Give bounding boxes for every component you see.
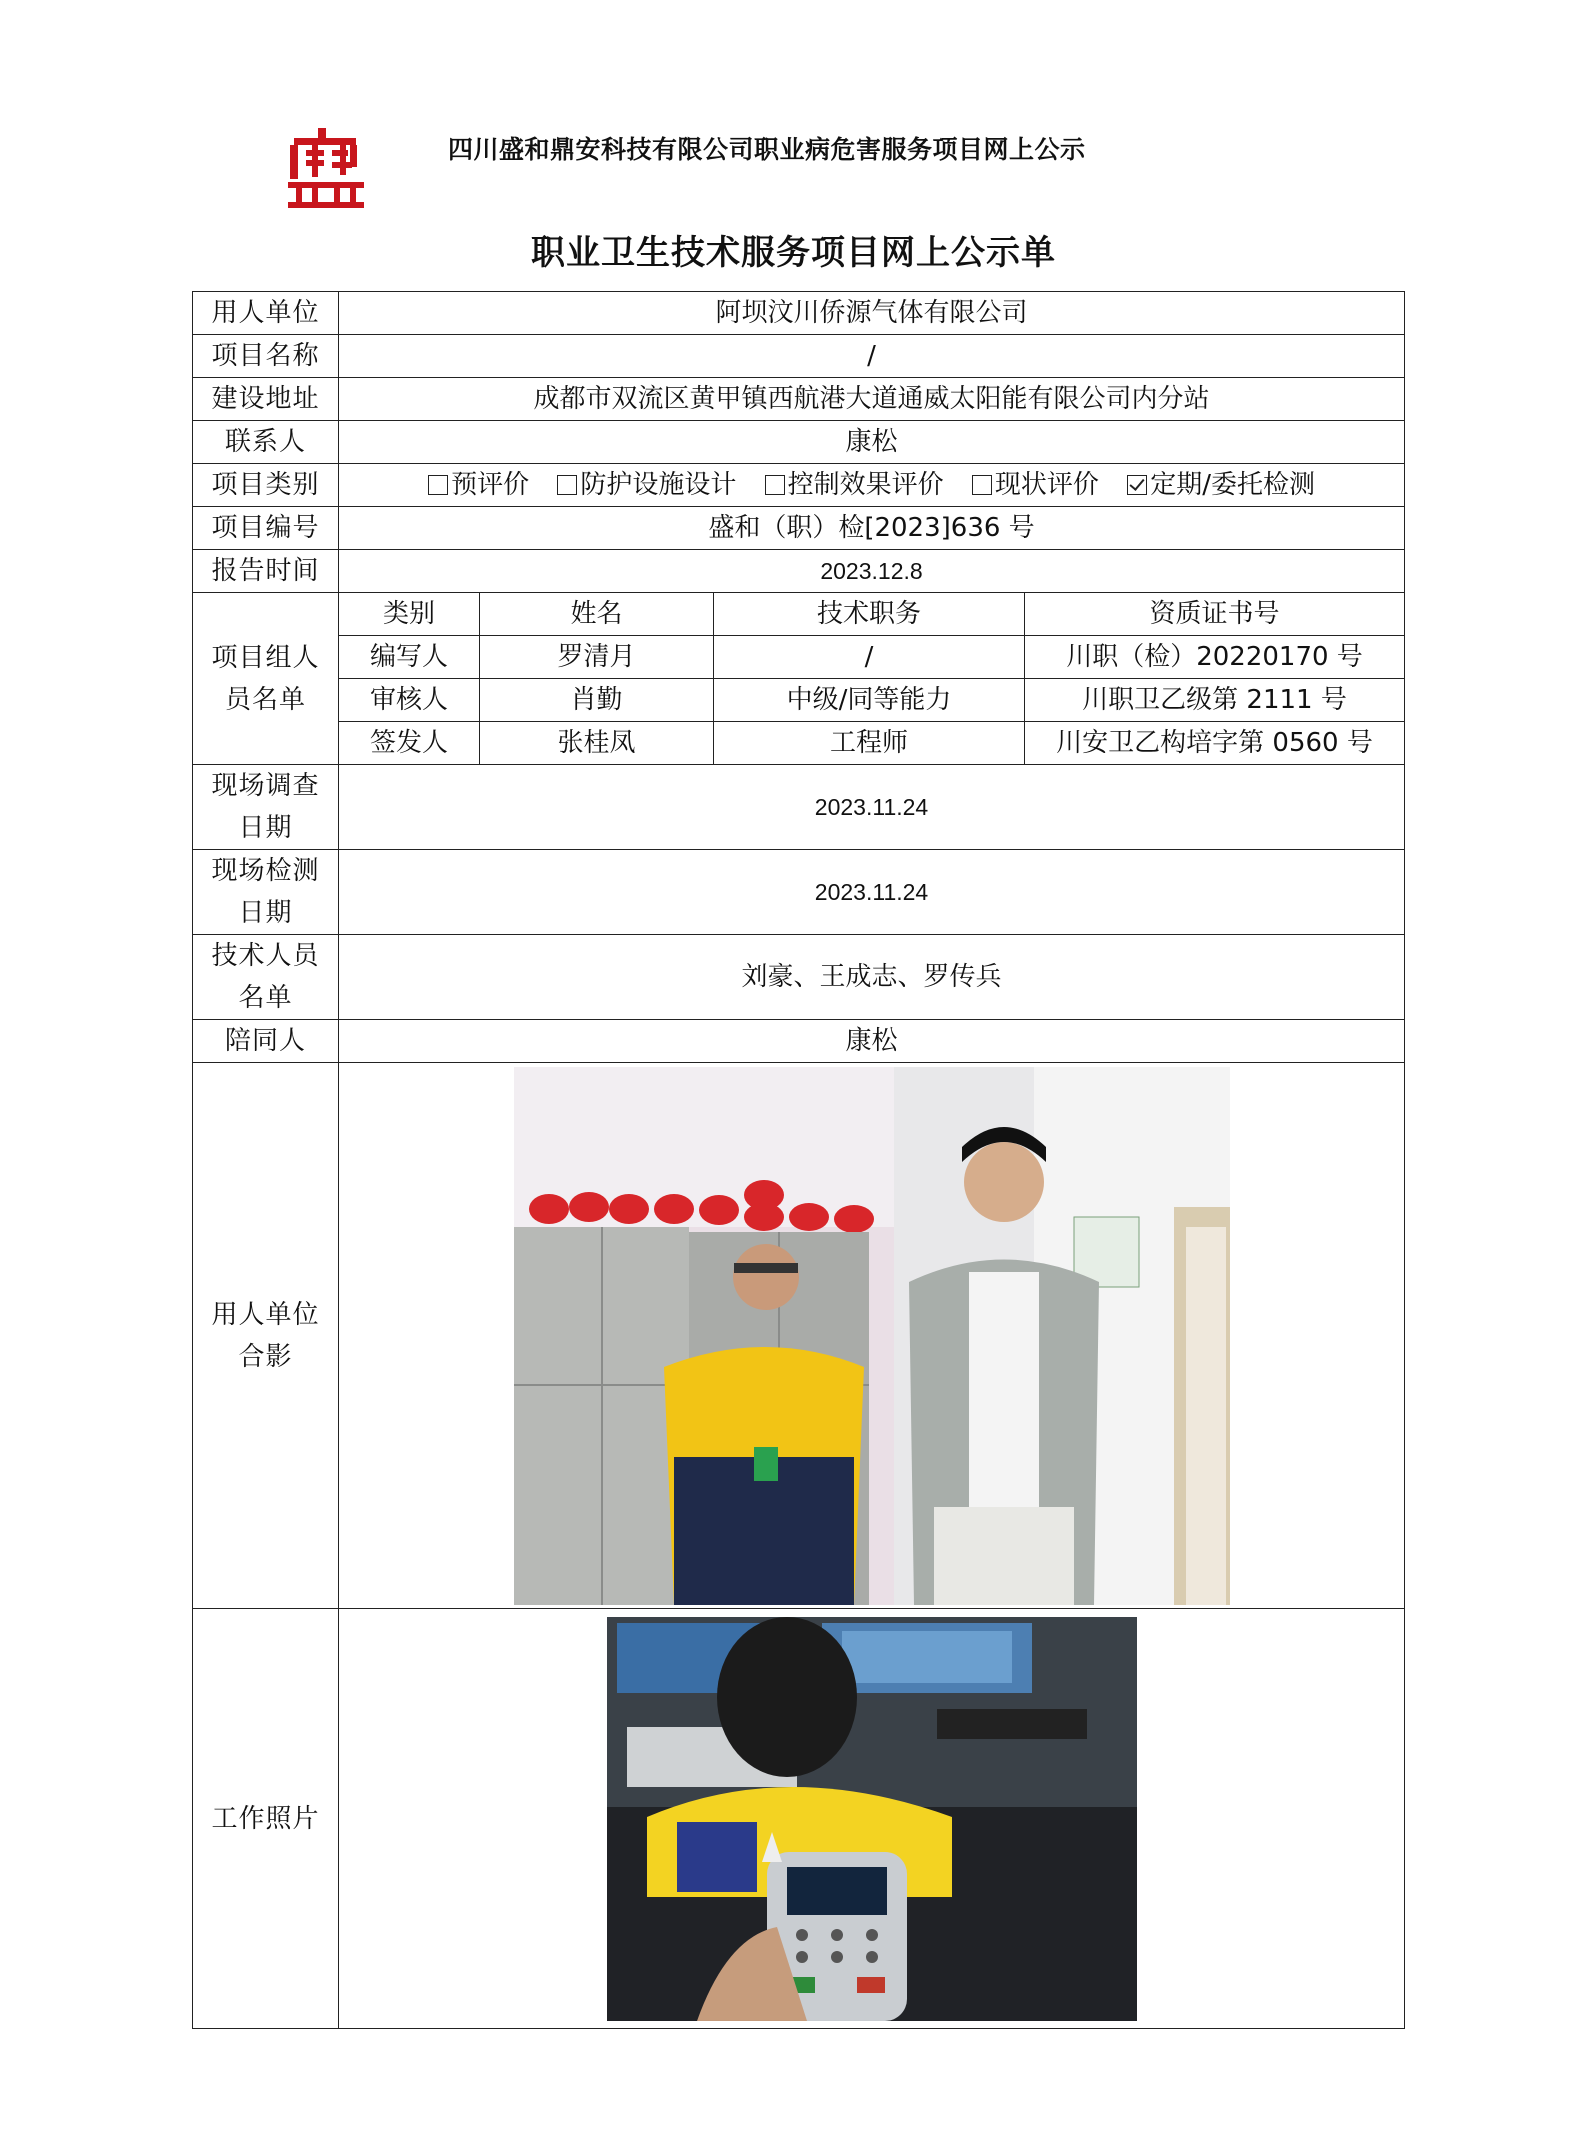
row-contact bbox=[193, 421, 1405, 464]
member-title: 中级/同等能力 bbox=[714, 679, 1025, 722]
team-header-role: 类别 bbox=[339, 593, 480, 636]
checkbox-icon bbox=[765, 475, 785, 495]
option-control-effect: 控制效果评价 bbox=[765, 470, 944, 500]
row-project-name bbox=[193, 335, 1405, 378]
label-test-date: 现场检测 日期 bbox=[193, 850, 339, 935]
label-employer: 用人单位 bbox=[193, 292, 339, 335]
member-title: 工程师 bbox=[714, 722, 1025, 765]
member-name: 肖勤 bbox=[480, 679, 714, 722]
member-role: 编写人 bbox=[339, 636, 480, 679]
label-work-photo: 工作照片 bbox=[193, 1609, 339, 2029]
label-project-no: 项目编号 bbox=[193, 507, 339, 550]
row-test-date bbox=[193, 850, 1405, 935]
label-contact: 联系人 bbox=[193, 421, 339, 464]
member-role: 签发人 bbox=[339, 722, 480, 765]
work-photo-image bbox=[607, 1617, 1137, 2021]
value-address: 成都市双流区黄甲镇西航港大道通威太阳能有限公司内分站 bbox=[339, 378, 1405, 421]
row-group-photo bbox=[193, 1063, 1405, 1609]
member-role: 审核人 bbox=[339, 679, 480, 722]
row-project-type bbox=[193, 464, 1405, 507]
value-technicians: 刘豪、王成志、罗传兵 bbox=[339, 935, 1405, 1020]
row-survey-date bbox=[193, 765, 1405, 850]
checkbox-icon bbox=[972, 475, 992, 495]
row-project-no bbox=[193, 507, 1405, 550]
label-project-name: 项目名称 bbox=[193, 335, 339, 378]
label-report-time: 报告时间 bbox=[193, 550, 339, 593]
row-escort bbox=[193, 1020, 1405, 1063]
work-photo-cell bbox=[339, 1609, 1405, 2029]
group-photo-cell bbox=[339, 1063, 1405, 1609]
group-photo-image bbox=[514, 1067, 1230, 1605]
row-team-header bbox=[193, 593, 1405, 636]
member-cert: 川职卫乙级第 2111 号 bbox=[1025, 679, 1405, 722]
row-report-time bbox=[193, 550, 1405, 593]
team-row bbox=[193, 679, 1405, 722]
row-address bbox=[193, 378, 1405, 421]
value-employer: 阿坝汶川侨源气体有限公司 bbox=[339, 292, 1405, 335]
checkbox-icon bbox=[557, 475, 577, 495]
disclosure-table bbox=[192, 291, 1405, 2029]
value-test-date: 2023.11.24 bbox=[339, 850, 1405, 935]
label-team: 项目组人 员名单 bbox=[193, 593, 339, 765]
option-status-evaluation: 现状评价 bbox=[972, 470, 1099, 500]
company-logo bbox=[288, 128, 364, 208]
checkbox-icon bbox=[428, 475, 448, 495]
document-title: 职业卫生技术服务项目网上公示单 bbox=[531, 233, 1056, 273]
option-pre-evaluation: 预评价 bbox=[428, 470, 529, 500]
row-employer bbox=[193, 292, 1405, 335]
member-name: 张桂凤 bbox=[480, 722, 714, 765]
row-technicians bbox=[193, 935, 1405, 1020]
member-name: 罗清月 bbox=[480, 636, 714, 679]
label-escort: 陪同人 bbox=[193, 1020, 339, 1063]
value-report-time: 2023.12.8 bbox=[339, 550, 1405, 593]
checkbox-checked-icon bbox=[1127, 475, 1147, 495]
team-row bbox=[193, 722, 1405, 765]
value-escort: 康松 bbox=[339, 1020, 1405, 1063]
label-address: 建设地址 bbox=[193, 378, 339, 421]
row-work-photo bbox=[193, 1609, 1405, 2029]
value-survey-date: 2023.11.24 bbox=[339, 765, 1405, 850]
label-group-photo: 用人单位 合影 bbox=[193, 1063, 339, 1609]
member-cert: 川安卫乙构培字第 0560 号 bbox=[1025, 722, 1405, 765]
team-header-title: 技术职务 bbox=[714, 593, 1025, 636]
member-cert: 川职（检）20220170 号 bbox=[1025, 636, 1405, 679]
label-survey-date: 现场调查 日期 bbox=[193, 765, 339, 850]
value-project-name: / bbox=[339, 335, 1405, 378]
company-header: 四川盛和鼎安科技有限公司职业病危害服务项目网上公示 bbox=[448, 135, 1086, 164]
team-row bbox=[193, 636, 1405, 679]
team-header-name: 姓名 bbox=[480, 593, 714, 636]
team-header-cert: 资质证书号 bbox=[1025, 593, 1405, 636]
label-technicians: 技术人员 名单 bbox=[193, 935, 339, 1020]
value-contact: 康松 bbox=[339, 421, 1405, 464]
option-protection-design: 防护设施设计 bbox=[557, 470, 736, 500]
value-project-no: 盛和（职）检[2023]636 号 bbox=[339, 507, 1405, 550]
option-periodic-testing: 定期/委托检测 bbox=[1127, 470, 1315, 500]
value-project-type bbox=[339, 464, 1405, 507]
label-project-type: 项目类别 bbox=[193, 464, 339, 507]
member-title: / bbox=[714, 636, 1025, 679]
